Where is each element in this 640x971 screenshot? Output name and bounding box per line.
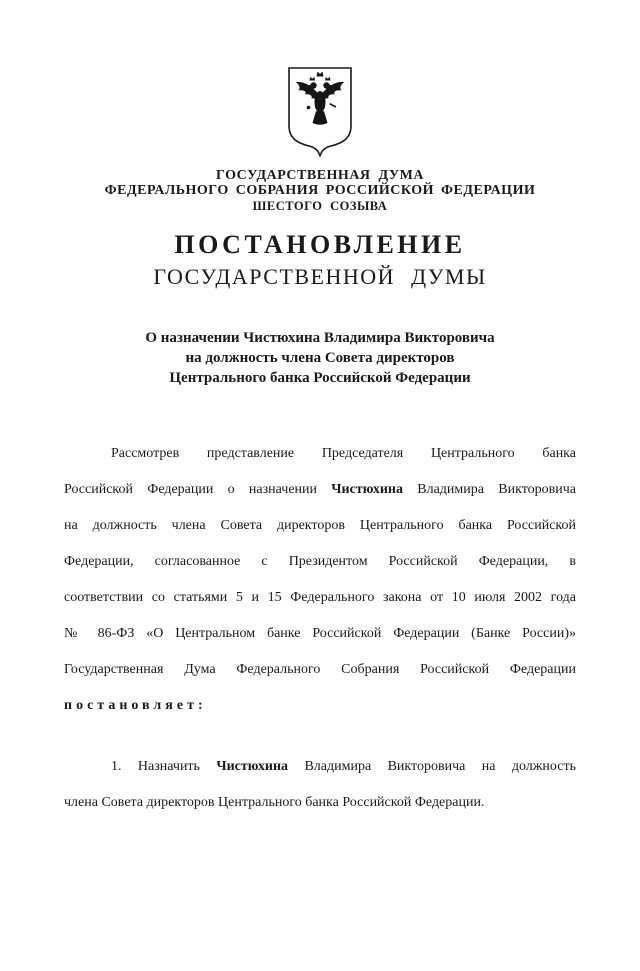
paragraph-clause-1 [64, 749, 576, 821]
document-type-title: ПОСТАНОВЛЕНИЕ [174, 230, 466, 259]
subject-line-3: Центрального банка Российской Федерации [169, 370, 471, 386]
document-subject [0, 328, 640, 388]
text-run: члена Совета директоров Центрального банка Российской Федерации. [64, 795, 485, 810]
text-run: Российской Федерации о назначении [64, 482, 332, 497]
document-page [0, 66, 640, 971]
text-line [64, 688, 576, 724]
document-body [64, 436, 576, 821]
text-run: Владимира Викторовича [403, 482, 576, 497]
bold-text-run: постановляет: [64, 698, 207, 713]
text-line [64, 652, 576, 688]
header-org-name [0, 168, 640, 214]
paragraph-preamble [64, 436, 576, 724]
text-line [64, 580, 576, 616]
subject-line-1: О назначении Чистюхина Владимира Викторовича [145, 330, 495, 346]
coat-of-arms-icon [287, 66, 353, 162]
text-line [64, 508, 576, 544]
text-line [64, 749, 576, 785]
org-name-line2: ФЕДЕРАЛЬНОГО СОБРАНИЯ РОССИЙСКОЙ ФЕДЕРАЦИИ [104, 183, 536, 198]
org-name-line1: ГОСУДАРСТВЕННАЯ ДУМА [216, 168, 424, 183]
text-run: соответствии со статьями 5 и 15 Федерального закона от 10 июля 2002 года [64, 590, 576, 605]
org-name-line3: ШЕСТОГО СОЗЫВА [252, 199, 388, 213]
document-type-subtitle: ГОСУДАРСТВЕННОЙ ДУМЫ [153, 264, 487, 289]
text-run: Рассмотрев представление Председателя Центрального банка [111, 446, 576, 461]
text-run: Государственная Дума Федерального Собрания Российской Федерации [64, 662, 576, 677]
text-run: № 86-ФЗ «О Центральном банке Российской Федерации (Банке России)» [64, 626, 576, 641]
text-line [64, 544, 576, 580]
subject-line-2: на должность члена Совета директоров [185, 350, 455, 366]
document-type-heading [0, 231, 640, 290]
text-run: Владимира Викторовича на должность [288, 759, 576, 774]
text-line [64, 472, 576, 508]
text-line [64, 785, 576, 821]
bold-text-run: Чистюхина [331, 482, 403, 497]
text-line [64, 616, 576, 652]
text-run: Федерации, согласованное с Президентом Российской Федерации, в [64, 554, 576, 569]
bold-text-run: Чистюхина [216, 759, 289, 774]
text-run: 1. Назначить [111, 759, 217, 774]
text-line [64, 436, 576, 472]
text-run: на должность члена Совета директоров Центрального банка Российской [64, 518, 576, 533]
